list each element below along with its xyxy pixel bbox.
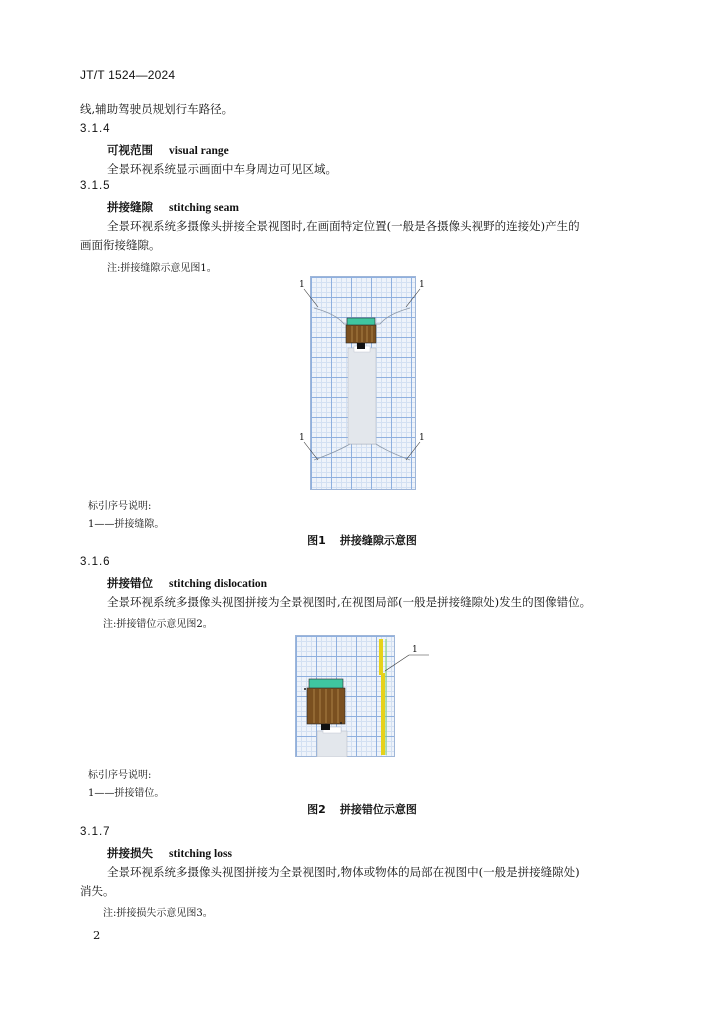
term-en: stitching loss — [169, 848, 232, 860]
section-number: 3.1.5 — [80, 180, 111, 192]
callout-label: 1 — [299, 280, 305, 290]
figure-caption — [0, 801, 724, 817]
figure-1 — [296, 276, 428, 490]
figure-1-drawing — [296, 276, 428, 490]
figure-caption — [0, 532, 724, 548]
definition-line: 画面衔接缝隙。 — [80, 238, 161, 252]
term-zh: 拼接错位 — [107, 576, 153, 590]
intro-line: 线,辅助驾驶员规划行车路径。 — [80, 102, 234, 116]
legend-item: 1——拼接缝隙。 — [88, 519, 165, 530]
definition-line: 全景环视系统多摄像头视图拼接为全景视图时,在视图局部(一般是拼接缝隙处)发生的图像错位。 — [107, 595, 592, 609]
definition-line: 全景环视系统显示画面中车身周边可见区域。 — [107, 162, 337, 176]
term-heading — [107, 142, 229, 158]
term-en: stitching dislocation — [169, 578, 268, 590]
legend-title: 标引序号说明: — [88, 770, 152, 781]
note: 注:拼接缝隙示意见图1。 — [107, 263, 217, 274]
definition-line: 全景环视系统多摄像头视图拼接为全景视图时,物体或物体的局部在视图中(一般是拼接缝隙处) — [107, 865, 580, 879]
legend-item: 1——拼接错位。 — [88, 788, 165, 799]
note: 注:拼接错位示意见图2。 — [103, 619, 213, 630]
caption-number: 图2 — [307, 803, 326, 816]
term-heading — [107, 845, 232, 861]
standard-code: JT/T 1524—2024 — [80, 68, 176, 82]
term-zh: 拼接损失 — [107, 846, 153, 860]
term-heading — [107, 199, 239, 215]
section-number: 3.1.6 — [80, 556, 111, 568]
figure-2 — [295, 635, 430, 757]
term-en: stitching seam — [169, 202, 239, 214]
note: 注:拼接损失示意见图3。 — [103, 908, 213, 919]
callout-label: 1 — [412, 645, 418, 655]
caption-title: 拼接缝隙示意图 — [339, 534, 417, 547]
callout-label: 1 — [419, 433, 425, 443]
page-number: 2 — [93, 928, 101, 942]
definition-line: 消失。 — [80, 884, 115, 898]
term-en: visual range — [169, 145, 229, 157]
term-zh: 可视范围 — [107, 143, 153, 157]
term-heading — [107, 575, 267, 591]
callout-label: 1 — [419, 280, 425, 290]
definition-line: 全景环视系统多摄像头拼接全景视图时,在画面特定位置(一般是各摄像头视野的连接处)产生的 — [107, 219, 580, 233]
section-number: 3.1.4 — [80, 123, 111, 135]
legend-title: 标引序号说明: — [88, 501, 152, 512]
caption-title: 拼接错位示意图 — [339, 803, 417, 816]
caption-number: 图1 — [307, 534, 326, 547]
section-number: 3.1.7 — [80, 826, 111, 838]
callout-label: 1 — [299, 433, 305, 443]
term-zh: 拼接缝隙 — [107, 200, 153, 214]
figure-2-drawing — [295, 635, 430, 757]
